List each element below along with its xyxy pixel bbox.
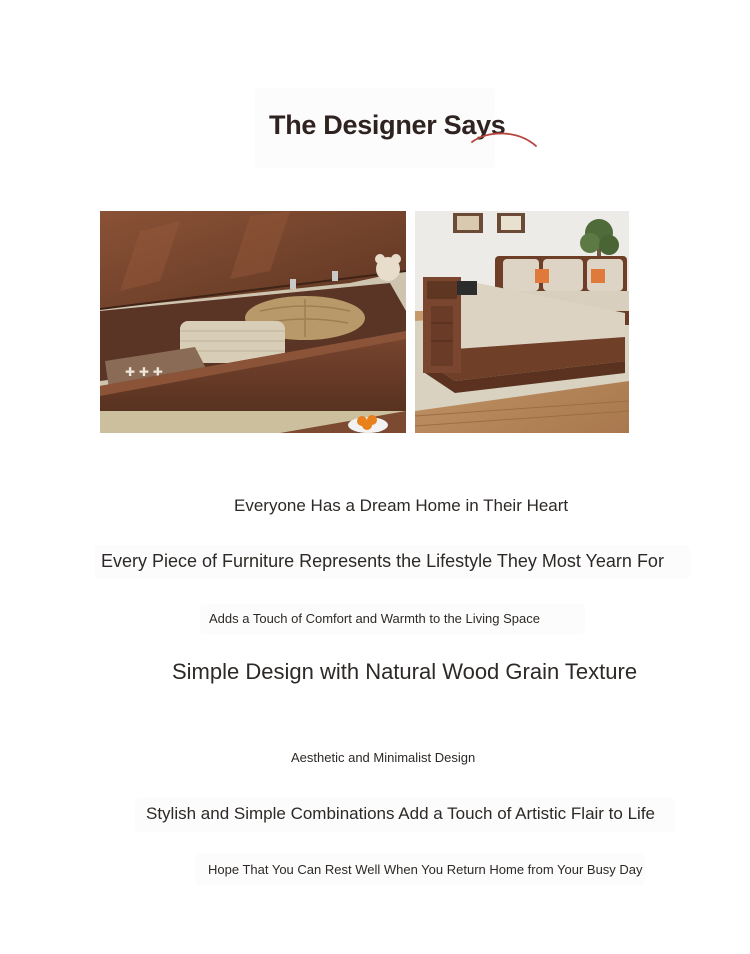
swoosh-underline-icon	[470, 128, 540, 152]
product-photo-sofa	[415, 211, 629, 433]
tagline-dream-home: Everyone Has a Dream Home in Their Heart	[234, 496, 569, 515]
svg-text:✚ ✚ ✚: ✚ ✚ ✚	[125, 365, 163, 379]
product-photo-storage	[100, 211, 406, 433]
tagline-furniture-lifestyle: Every Piece of Furniture Represents the Lifestyle They Most Yearn For	[101, 551, 664, 571]
tagline-wood-grain: Simple Design with Natural Wood Grain Texture	[172, 659, 638, 684]
tagline-minimalist: Aesthetic and Minimalist Design	[291, 750, 476, 765]
page-title: The Designer Says	[269, 110, 506, 140]
tagline-comfort-warmth: Adds a Touch of Comfort and Warmth to the Living Space	[209, 611, 540, 626]
tagline-artistic-flair: Stylish and Simple Combinations Add a Touch of Artistic Flair to Life	[146, 804, 655, 823]
tagline-rest-well: Hope That You Can Rest Well When You Return Home from Your Busy Day	[208, 862, 643, 877]
